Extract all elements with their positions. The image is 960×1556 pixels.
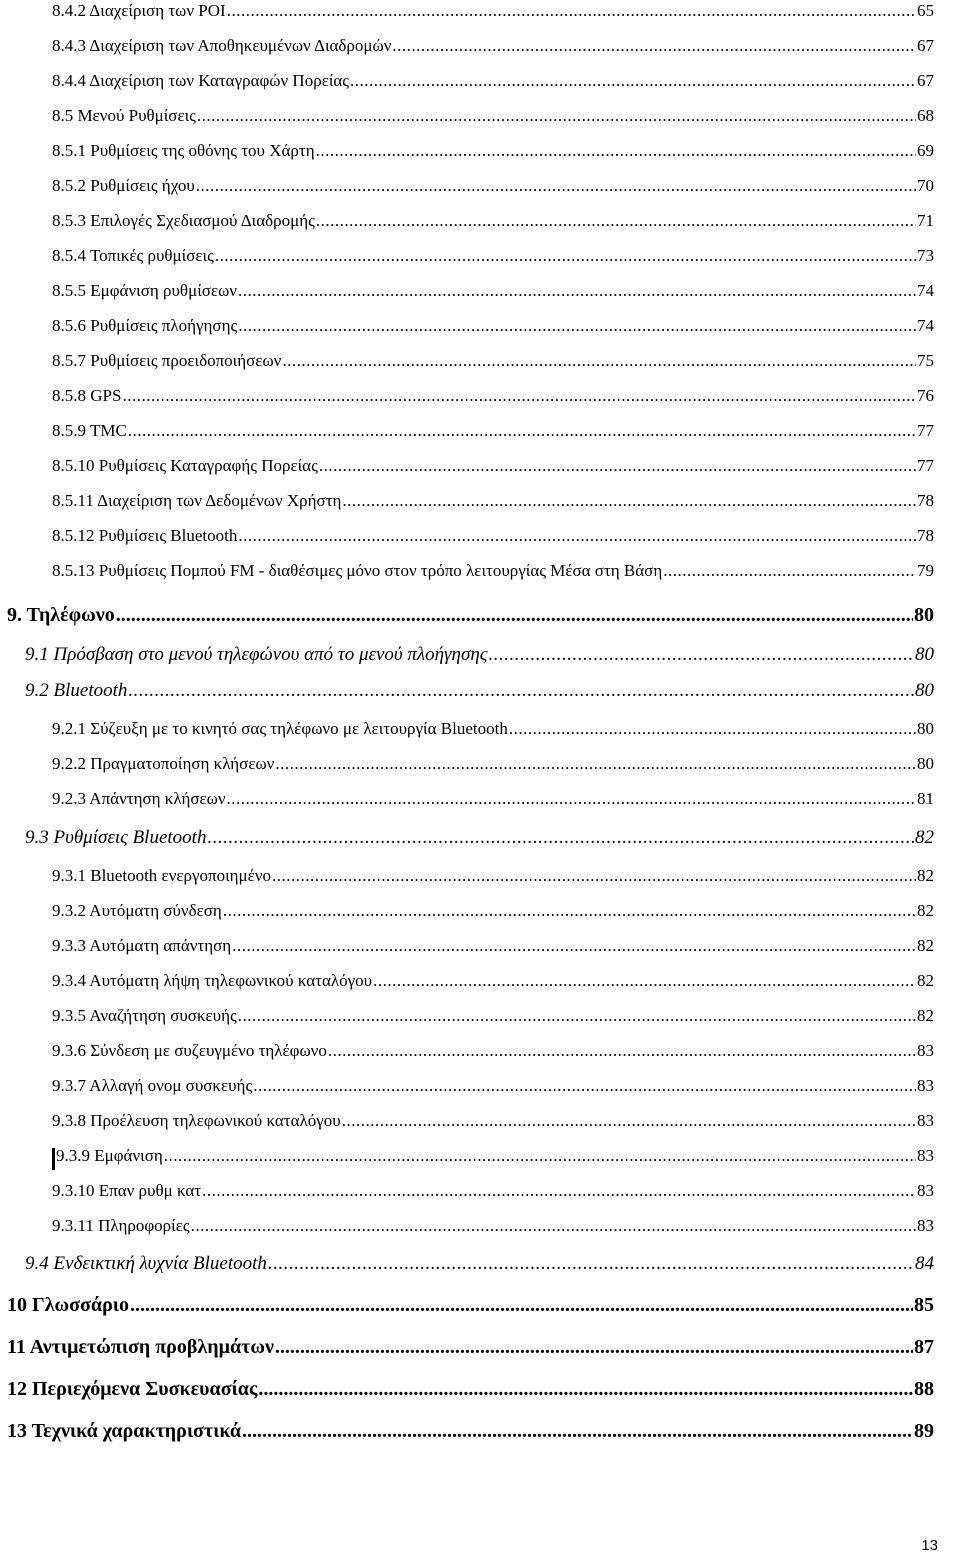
toc-entry[interactable] (7, 1379, 934, 1399)
dot-leader (238, 527, 916, 544)
toc-entry-title: 9.2.3 Απάντηση κλήσεων (52, 789, 226, 808)
toc-entry-title: 9.3.3 Αυτόματη απάντηση (52, 936, 232, 955)
toc-entry-page: 74 (917, 316, 934, 335)
toc-entry[interactable] (25, 681, 934, 700)
dot-leader (275, 755, 916, 772)
toc-entry-page: 65 (917, 1, 934, 20)
toc-entry[interactable] (52, 937, 934, 954)
toc-entry[interactable] (52, 1112, 934, 1129)
toc-entry-title: 9.1 Πρόσβαση στο μενού τηλεφώνου από το μενού πλοήγησης (25, 644, 488, 665)
toc-entry-title: 8.5.2 Ρυθμίσεις ήχου (52, 176, 195, 195)
dot-leader (196, 177, 916, 194)
toc-entry-page: 79 (917, 561, 934, 580)
dot-leader (191, 1217, 916, 1234)
toc-entry-title: 9.4 Ενδεικτική λυχνία Bluetooth (25, 1253, 267, 1274)
toc-entry[interactable] (52, 1007, 934, 1024)
toc-entry[interactable] (52, 317, 934, 334)
dot-leader (258, 1379, 913, 1399)
dot-leader (392, 37, 916, 54)
toc-entry[interactable] (52, 720, 934, 737)
toc-entry-title: 9.3.5 Αναζήτηση συσκευής (52, 1006, 237, 1025)
toc-entry-page: 67 (917, 36, 934, 55)
dot-leader (663, 562, 916, 579)
toc-entry-title: 8.5.4 Τοπικές ρυθμίσεις (52, 246, 214, 265)
toc-entry-title: 9.3.11 Πληροφορίες (52, 1216, 190, 1235)
toc-entry-page: 81 (917, 789, 934, 808)
dot-leader (316, 212, 916, 229)
toc-entry[interactable] (52, 1077, 934, 1094)
toc-entry-page: 67 (917, 71, 934, 90)
dot-leader (116, 605, 913, 625)
toc-entry-title: 11 Αντιμετώπιση προβλημάτων (7, 1336, 274, 1358)
toc-entry[interactable] (52, 387, 934, 404)
toc-entry-page: 74 (917, 281, 934, 300)
dot-leader (238, 1007, 916, 1024)
toc-entry[interactable] (52, 282, 934, 299)
toc-entry-title: 9.3 Ρυθμίσεις Bluetooth (25, 827, 207, 848)
toc-entry[interactable] (52, 867, 934, 884)
toc-entry-title: 9.2 Bluetooth (25, 680, 128, 701)
dot-leader (232, 937, 916, 954)
toc-entry-title: 9.3.10 Επαν ρυθμ κατ (52, 1181, 202, 1200)
toc-entry-title: 8.5.7 Ρυθμίσεις προειδοποιήσεων (52, 351, 282, 370)
dot-leader (253, 1077, 916, 1094)
toc-entry[interactable] (52, 352, 934, 369)
dot-leader (328, 1042, 916, 1059)
dot-leader (316, 142, 916, 159)
toc-entry-title: 9.3.7 Αλλαγή ονομ συσκευής (52, 1076, 253, 1095)
dot-leader (130, 1295, 913, 1315)
toc-entry-page: 78 (917, 526, 934, 545)
toc-entry[interactable] (7, 1295, 934, 1315)
dot-leader (227, 2, 916, 19)
toc-entry[interactable] (52, 1182, 934, 1199)
dot-leader (272, 867, 916, 884)
toc-entry-page: 89 (914, 1420, 934, 1442)
dot-leader (202, 1182, 916, 1199)
toc-entry[interactable] (7, 1421, 934, 1441)
toc-entry-title: 9.2.1 Σύζευξη με το κινητό σας τηλέφωνο με λειτουργία Bluetooth (52, 719, 508, 738)
toc-entry-page: 85 (914, 1294, 934, 1316)
dot-leader (282, 352, 916, 369)
toc-entry-title: 8.5.5 Εμφάνιση ρυθμίσεων (52, 281, 237, 300)
toc-entry-page: 83 (917, 1216, 934, 1235)
toc-entry-page: 68 (917, 106, 934, 125)
dot-leader (342, 492, 916, 509)
dot-leader (164, 1147, 916, 1164)
toc-entry[interactable] (52, 562, 934, 579)
dot-leader (128, 422, 916, 439)
dot-leader (509, 720, 916, 737)
toc-entry[interactable] (52, 107, 934, 124)
toc-entry-title: 8.4.2 Διαχείριση των POI (52, 1, 226, 20)
dot-leader (238, 317, 916, 334)
toc-entry-title: 9.3.9 Εμφάνιση (56, 1146, 163, 1165)
toc-entry[interactable] (25, 645, 934, 664)
dot-leader (268, 1254, 914, 1273)
toc-entry[interactable] (52, 527, 934, 544)
toc-entry-title: 8.5.1 Ρυθμίσεις της οθόνης του Χάρτη (52, 141, 315, 160)
dot-leader (223, 902, 916, 919)
toc-entry-title: 9.3.6 Σύνδεση με συζευγμένο τηλέφωνο (52, 1041, 327, 1060)
toc-entry-title: 12 Περιεχόμενα Συσκευασίας (7, 1378, 258, 1400)
toc-entry-title: 9.3.1 Bluetooth ενεργοποιημένο (52, 866, 271, 885)
toc-entry[interactable] (52, 247, 934, 264)
toc-entry-title: 10 Γλωσσάριο (7, 1294, 129, 1316)
toc-entry[interactable] (52, 790, 934, 807)
dot-leader (319, 457, 916, 474)
dot-leader (373, 972, 916, 989)
toc-entry-title: 8.5.12 Ρυθμίσεις Bluetooth (52, 526, 238, 545)
toc-entry-title: 8.5.3 Επιλογές Σχεδιασμού Διαδρομής (52, 211, 315, 230)
toc-entry-page: 75 (917, 351, 934, 370)
page-number: 13 (921, 1537, 938, 1554)
toc-entry-page: 82 (917, 971, 934, 990)
toc-entry-page: 80 (915, 644, 934, 665)
toc-entry-title: 9.2.2 Πραγματοποίηση κλήσεων (52, 754, 275, 773)
toc-entry-page: 77 (917, 421, 934, 440)
toc-entry[interactable] (52, 2, 934, 19)
toc-entry-page: 82 (917, 936, 934, 955)
toc-entry-page: 80 (915, 680, 934, 701)
toc-entry-page: 71 (917, 211, 934, 230)
toc-entry[interactable] (52, 972, 934, 989)
toc-entry-title: 13 Τεχνικά χαρακτηριστικά (7, 1420, 242, 1442)
toc-entry-title: 9. Τηλέφωνο (7, 604, 115, 626)
toc-entry-page: 70 (917, 176, 934, 195)
toc-entry[interactable] (52, 212, 934, 229)
dot-leader (275, 1337, 913, 1357)
toc-entry-title: 8.5 Μενού Ρυθμίσεις (52, 106, 196, 125)
toc-entry[interactable] (52, 1217, 934, 1234)
toc-entry-title: 8.5.8 GPS (52, 386, 122, 405)
toc-entry[interactable] (52, 37, 934, 54)
toc-entry-title: 8.5.10 Ρυθμίσεις Καταγραφής Πορείας (52, 456, 318, 475)
dot-leader (227, 790, 916, 807)
toc-entry-page: 83 (917, 1076, 934, 1095)
dot-leader (242, 1421, 913, 1441)
toc-entry-page: 82 (917, 901, 934, 920)
toc-entry-title: 9.3.4 Αυτόματη λήψη τηλεφωνικού καταλόγου (52, 971, 373, 990)
toc-entry-page: 82 (917, 866, 934, 885)
toc-entry[interactable] (52, 1042, 934, 1059)
toc-entry-title: 8.4.3 Διαχείριση των Αποθηκευμένων Διαδρομών (52, 36, 392, 55)
toc-entry-title: 8.5.9 TMC (52, 421, 127, 440)
toc-entry[interactable] (52, 422, 934, 439)
dot-leader (207, 828, 914, 847)
toc-entry-page: 83 (917, 1146, 934, 1165)
toc-entry-page: 77 (917, 456, 934, 475)
toc-entry-page: 83 (917, 1111, 934, 1130)
toc-entry[interactable] (52, 177, 934, 194)
toc-entry[interactable] (52, 755, 934, 772)
toc-entry-page: 83 (917, 1041, 934, 1060)
toc-entry-page: 80 (917, 754, 934, 773)
toc-entry-title: 8.5.13 Ρυθμίσεις Πομπού FM - διαθέσιμες μόνο στον τρόπο λειτουργίας Μέσα στη Βάση (52, 561, 663, 580)
toc-entry-page: 69 (917, 141, 934, 160)
dot-leader (215, 247, 916, 264)
toc-entry[interactable] (7, 1337, 934, 1357)
toc-entry[interactable] (7, 605, 934, 625)
dot-leader (128, 681, 914, 700)
toc-entry[interactable] (52, 72, 934, 89)
toc-entry-page: 80 (917, 719, 934, 738)
toc-entry-page: 82 (915, 827, 934, 848)
toc-entry-title: 9.3.8 Προέλευση τηλεφωνικού καταλόγου (52, 1111, 341, 1130)
toc-entry[interactable] (52, 492, 934, 509)
toc-entry-title: 8.4.4 Διαχείριση των Καταγραφών Πορείας (52, 71, 350, 90)
dot-leader (197, 107, 916, 124)
dot-leader (238, 282, 916, 299)
toc-entry-page: 76 (917, 386, 934, 405)
toc-entry[interactable] (52, 902, 934, 919)
toc-entry-page: 80 (914, 604, 934, 626)
toc-entry[interactable] (25, 828, 934, 847)
toc-entry[interactable] (56, 1147, 934, 1164)
text-cursor (52, 1148, 55, 1170)
toc-entry-page: 84 (915, 1253, 934, 1274)
dot-leader (350, 72, 916, 89)
toc-entry[interactable] (25, 1254, 934, 1273)
dot-leader (342, 1112, 916, 1129)
toc-entry-title: 9.3.2 Αυτόματη σύνδεση (52, 901, 222, 920)
toc-entry-title: 8.5.11 Διαχείριση των Δεδομένων Χρήστη (52, 491, 342, 510)
toc-entry-page: 83 (917, 1181, 934, 1200)
toc-entry-page: 73 (917, 246, 934, 265)
toc-entry[interactable] (52, 142, 934, 159)
toc-entry-page: 88 (914, 1378, 934, 1400)
toc-entry-page: 78 (917, 491, 934, 510)
toc-entry-page: 87 (914, 1336, 934, 1358)
dot-leader (488, 645, 914, 664)
dot-leader (122, 387, 916, 404)
toc-entry-title: 8.5.6 Ρυθμίσεις πλοήγησης (52, 316, 238, 335)
toc-entry-page: 82 (917, 1006, 934, 1025)
toc-entry[interactable] (52, 457, 934, 474)
